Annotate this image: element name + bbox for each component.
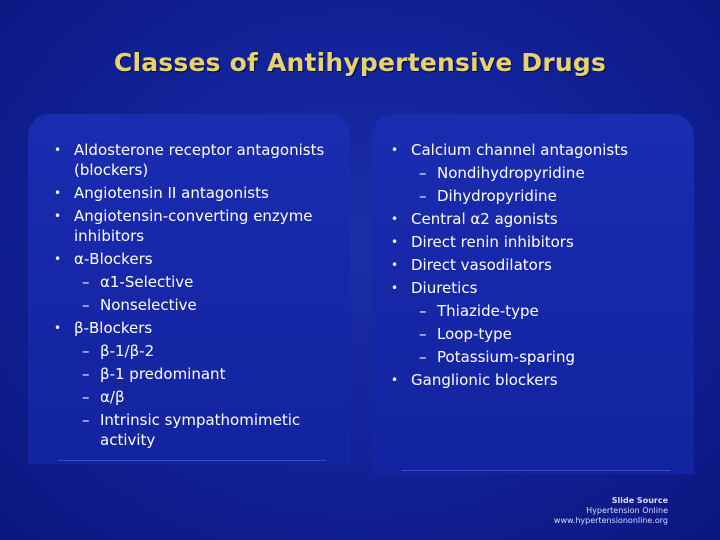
sub-list-item-label: β-1/β-2 (100, 342, 155, 360)
list-item (389, 208, 689, 231)
sub-list-item-label: Intrinsic sympathomimetic activity (100, 411, 301, 449)
list-item-label: α-Blockers (74, 250, 153, 268)
dash-icon: – (82, 411, 90, 429)
list-item (52, 182, 352, 205)
list-item-label: Direct renin inhibitors (411, 233, 574, 251)
bullet-icon: • (391, 281, 399, 295)
bullet-icon: • (54, 209, 62, 223)
sub-list-item (389, 185, 689, 208)
dash-icon: – (419, 187, 427, 205)
list-item (52, 205, 352, 248)
list-item (389, 254, 689, 277)
sub-list-item (389, 346, 689, 369)
left-panel-divider (58, 460, 326, 461)
list-item-label: Angiotensin II antagonists (74, 184, 269, 202)
bullet-icon: • (54, 186, 62, 200)
sub-list-item-label: α1-Selective (100, 273, 194, 291)
sub-list-item-label: Potassium-sparing (437, 348, 575, 366)
slide-source (554, 496, 668, 526)
bullet-icon: • (54, 143, 62, 157)
list-item-label: Direct vasodilators (411, 256, 552, 274)
dash-icon: – (82, 296, 90, 314)
right-drug-class-list (389, 139, 689, 392)
dash-icon: – (82, 342, 90, 360)
bullet-icon: • (391, 212, 399, 226)
bullet-icon: • (54, 252, 62, 266)
bullet-icon: • (391, 143, 399, 157)
list-item-label: Aldosterone receptor antagonists (blockers) (74, 141, 325, 179)
dash-icon: – (82, 273, 90, 291)
sub-list-item (52, 409, 352, 450)
bullet-icon: • (54, 321, 62, 335)
sub-list-item (52, 340, 352, 363)
list-item (389, 277, 689, 300)
bullet-icon: • (391, 258, 399, 272)
source-url: www.hypertensiononline.org (553, 516, 668, 525)
list-item (52, 317, 352, 340)
sub-list-item (52, 363, 352, 386)
sub-list-item-label: Dihydropyridine (437, 187, 557, 205)
list-item-label: Calcium channel antagonists (411, 141, 628, 159)
bullet-icon: • (391, 235, 399, 249)
list-item (52, 248, 352, 271)
sub-list-item (52, 271, 352, 294)
sub-list-item (52, 386, 352, 409)
dash-icon: – (419, 164, 427, 182)
list-item-label: Ganglionic blockers (411, 371, 558, 389)
left-drug-class-list (52, 139, 352, 450)
sub-list-item-label: Loop-type (437, 325, 512, 343)
list-item-label: Central α2 agonists (411, 210, 558, 228)
list-item (389, 231, 689, 254)
list-item-label: Diuretics (411, 279, 478, 297)
dash-icon: – (419, 348, 427, 366)
source-heading: Slide Source (611, 496, 668, 505)
list-item (389, 139, 689, 162)
sub-list-item-label: β-1 predominant (100, 365, 226, 383)
dash-icon: – (419, 325, 427, 343)
list-item-label: β-Blockers (74, 319, 153, 337)
right-panel-divider (402, 470, 670, 471)
sub-list-item (52, 294, 352, 317)
sub-list-item (389, 323, 689, 346)
dash-icon: – (82, 365, 90, 383)
sub-list-item-label: Thiazide-type (437, 302, 539, 320)
list-item-label: Angiotensin-converting enzyme inhibitors (74, 207, 313, 245)
dash-icon: – (419, 302, 427, 320)
sub-list-item-label: Nondihydropyridine (437, 164, 585, 182)
list-item (52, 139, 352, 182)
slide-title: Classes of Antihypertensive Drugs (113, 48, 607, 77)
sub-list-item-label: Nonselective (100, 296, 197, 314)
dash-icon: – (82, 388, 90, 406)
list-item (389, 369, 689, 392)
source-organization: Hypertension Online (586, 506, 668, 515)
sub-list-item-label: α/β (100, 388, 125, 406)
bullet-icon: • (391, 373, 399, 387)
sub-list-item (389, 300, 689, 323)
sub-list-item (389, 162, 689, 185)
